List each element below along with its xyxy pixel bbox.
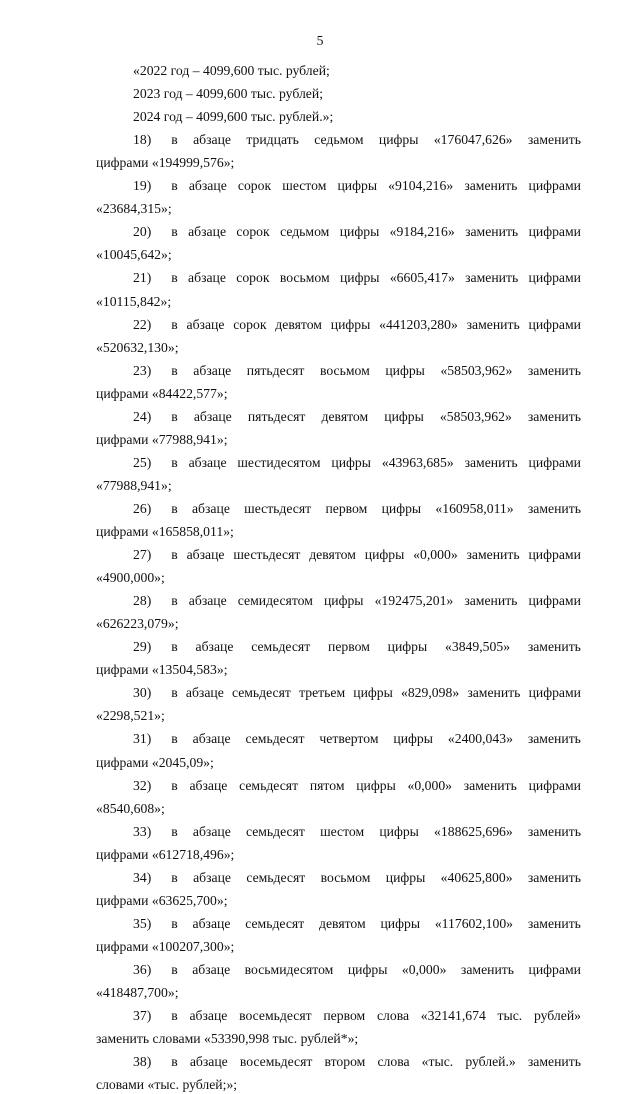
item-word: в (171, 454, 178, 470)
item-word: абзаце (188, 454, 227, 470)
item-word: в (171, 178, 178, 194)
list-item (96, 408, 581, 426)
list-item (96, 869, 581, 887)
item-word: третьем (299, 685, 346, 701)
item-word: шестидесятом (237, 454, 321, 470)
item-text (171, 961, 581, 979)
item-word: абзаце (189, 777, 228, 793)
item-word: цифры (385, 869, 426, 885)
item-word: цифры (385, 362, 425, 378)
list-item-continuation: «10115,842»; (96, 293, 172, 309)
item-word: восьмом (279, 270, 330, 286)
list-item-continuation: «8540,608»; (96, 800, 165, 816)
item-text (171, 131, 581, 149)
item-word: «160958,011» (435, 500, 514, 516)
item-word: заменить (460, 961, 515, 977)
item-word: «441203,280» (379, 316, 458, 332)
item-word: «0,000» (401, 961, 447, 977)
item-number: 25) (133, 454, 152, 470)
item-word: в (171, 316, 178, 332)
item-word: цифрами (528, 961, 581, 977)
item-number: 28) (133, 593, 152, 609)
item-text (171, 500, 581, 518)
item-word: цифрами (528, 224, 581, 240)
item-word: в (171, 685, 178, 701)
item-word: в (171, 731, 178, 747)
item-word: цифрами (528, 316, 581, 332)
list-item (96, 592, 581, 610)
item-word: в (171, 777, 178, 793)
item-word: заменить (527, 869, 581, 885)
item-word: «58503,962» (439, 408, 512, 424)
item-word: в (171, 270, 178, 286)
item-word: «0,000» (407, 777, 452, 793)
item-word: цифры (393, 731, 433, 747)
item-word: абзаце (193, 362, 232, 378)
item-word: цифры (378, 132, 419, 148)
item-word: седьмом (280, 224, 330, 240)
item-word: девятом (321, 408, 369, 424)
item-text (171, 316, 581, 334)
item-word: семьдесят (239, 777, 299, 793)
item-text (171, 1007, 581, 1025)
item-word: заменить (527, 362, 581, 378)
item-number: 30) (133, 685, 152, 701)
list-item (96, 730, 581, 748)
item-word: абзаце (186, 316, 225, 332)
item-word: семьдесят (245, 731, 305, 747)
item-word: девятом (275, 316, 322, 332)
item-word: восьмидесятом (244, 961, 334, 977)
item-word: абзаце (192, 961, 231, 977)
item-word: «829,098» (400, 685, 460, 701)
item-word: слова (377, 1054, 410, 1070)
item-word: в (171, 869, 178, 885)
item-text (171, 684, 581, 702)
item-word: пятьдесят (246, 362, 305, 378)
item-word: цифрами (528, 685, 581, 701)
list-item (96, 454, 581, 472)
item-word: заменить (464, 454, 518, 470)
item-word: заменить (527, 915, 581, 931)
item-word: первом (328, 639, 370, 655)
item-word: первом (325, 500, 368, 516)
item-word: абзаце (191, 500, 230, 516)
item-word: в (171, 408, 178, 424)
list-item-continuation: «4900,000»; (96, 570, 165, 586)
item-word: девятом (309, 547, 356, 563)
list-item-continuation: «626223,079»; (96, 616, 179, 632)
item-word: абзаце (193, 869, 231, 885)
item-word: восемьдесят (239, 1008, 312, 1024)
item-word: сорок (236, 224, 270, 240)
item-word: цифры (379, 823, 419, 839)
item-word: цифрами (528, 547, 581, 563)
item-word: семьдесят (245, 823, 305, 839)
item-word: «43963,685» (381, 454, 454, 470)
item-word: заменить (467, 685, 521, 701)
item-word: восьмом (320, 869, 371, 885)
item-word: «40625,800» (440, 869, 513, 885)
list-item (96, 1053, 581, 1071)
list-item (96, 500, 581, 518)
item-word: цифры (323, 593, 364, 609)
item-word: абзаце (188, 270, 226, 286)
list-item (96, 638, 581, 656)
item-word: цифры (353, 685, 393, 701)
item-word: семьдесят (246, 869, 306, 885)
item-word: заменить (527, 731, 581, 747)
item-number: 19) (133, 178, 152, 194)
list-item (96, 131, 581, 149)
item-word: «6605,417» (389, 270, 455, 286)
item-word: заменить (527, 823, 581, 839)
item-word: «3849,505» (445, 639, 511, 655)
item-word: абзаце (192, 823, 231, 839)
item-text (171, 223, 581, 241)
item-word: восемьдесят (239, 1054, 313, 1070)
item-word: цифрами (528, 454, 581, 470)
item-word: сорок (237, 178, 272, 194)
list-item-continuation: «520632,130»; (96, 339, 179, 355)
item-word: «192475,201» (374, 593, 454, 609)
item-text (171, 408, 581, 426)
item-word: цифры (337, 178, 378, 194)
item-text (171, 546, 581, 564)
item-word: в (171, 362, 178, 378)
item-number: 34) (133, 869, 152, 885)
list-item-continuation: «77988,941»; (96, 477, 172, 493)
item-number: 18) (133, 132, 152, 148)
item-word: абзаце (192, 915, 231, 931)
item-number: 23) (133, 362, 152, 378)
item-number: 38) (133, 1054, 152, 1070)
item-text (171, 869, 581, 887)
list-item (96, 177, 581, 195)
item-word: заменить (527, 132, 581, 148)
item-word: заменить (527, 500, 581, 516)
item-word: цифрами (528, 178, 581, 194)
item-word: тыс. (497, 1008, 523, 1024)
item-word: абзаце (185, 685, 224, 701)
item-number: 21) (133, 270, 152, 286)
item-text (171, 269, 581, 287)
item-word: «9104,216» (388, 178, 454, 194)
item-word: семьдесят (251, 639, 311, 655)
item-word: абзаце (186, 547, 225, 563)
item-word: заменить (464, 593, 518, 609)
item-word: девятом (319, 915, 366, 931)
item-word: абзаце (189, 1008, 228, 1024)
item-word: сорок (236, 270, 270, 286)
item-text (171, 915, 581, 933)
list-item-continuation: словами «тыс. рублей;»; (96, 1077, 238, 1093)
list-item-continuation: цифрами «612718,496»; (96, 846, 235, 862)
item-word: восьмом (319, 362, 370, 378)
item-word: заменить (466, 316, 520, 332)
item-word: в (171, 1054, 178, 1070)
item-word: рублей» (533, 1008, 581, 1024)
item-text (171, 362, 581, 380)
item-word: четвертом (319, 731, 379, 747)
item-number: 22) (133, 316, 152, 332)
item-word: цифрами (528, 777, 581, 793)
item-word: «176047,626» (433, 132, 513, 148)
item-word: цифры (384, 408, 424, 424)
item-word: семьдесят (245, 915, 305, 931)
list-item (96, 1007, 581, 1025)
list-item-continuation: заменить словами «53390,998 тыс. рублей*»; (96, 1031, 359, 1047)
item-number: 29) (133, 639, 152, 655)
item-word: шестьдесят (233, 547, 301, 563)
item-number: 26) (133, 500, 152, 516)
item-word: в (171, 823, 178, 839)
item-number: 35) (133, 915, 152, 931)
list-item (96, 223, 581, 241)
item-word: цифры (356, 777, 396, 793)
item-word: шестьдесят (244, 500, 312, 516)
item-word: сорок (233, 316, 267, 332)
item-text (171, 823, 581, 841)
item-word: в (171, 961, 178, 977)
list-item-continuation: цифрами «63625,700»; (96, 892, 228, 908)
item-word: втором (324, 1054, 366, 1070)
item-text (171, 592, 581, 610)
list-item-continuation: цифрами «84422,577»; (96, 385, 228, 401)
item-word: заменить (527, 408, 581, 424)
item-word: в (171, 593, 178, 609)
item-word: «тыс. (421, 1054, 454, 1070)
item-word: абзаце (193, 408, 232, 424)
item-word: цифры (339, 270, 380, 286)
item-text (171, 454, 581, 472)
item-word: цифры (380, 915, 421, 931)
item-word: «0,000» (413, 547, 458, 563)
item-word: «32141,674 (420, 1008, 486, 1024)
item-word: заменить (465, 224, 519, 240)
item-text (171, 777, 581, 795)
item-word: цифры (339, 224, 380, 240)
list-item (96, 823, 581, 841)
list-item-continuation: «418487,700»; (96, 985, 179, 1000)
item-number: 36) (133, 961, 152, 977)
item-word: первом (323, 1008, 366, 1024)
quote-line: 2024 год – 4099,600 тыс. рублей.»; (133, 109, 334, 125)
item-number: 31) (133, 731, 152, 747)
item-number: 32) (133, 777, 152, 793)
quote-line: 2023 год – 4099,600 тыс. рублей; (133, 86, 323, 102)
item-number: 27) (133, 547, 152, 563)
item-word: в (171, 132, 178, 148)
item-word: цифры (364, 547, 405, 563)
item-word: абзаце (188, 593, 227, 609)
item-word: шестом (320, 823, 365, 839)
item-word: заменить (465, 270, 519, 286)
quote-line: «2022 год – 4099,600 тыс. рублей; (133, 63, 330, 78)
item-word: абзаце (188, 224, 227, 240)
item-word: цифры (381, 500, 422, 516)
list-item (96, 316, 581, 334)
list-item-continuation: цифрами «165858,011»; (96, 524, 234, 539)
list-item-continuation: цифрами «77988,941»; (96, 431, 228, 447)
item-text (171, 638, 581, 656)
item-word: «58503,962» (440, 362, 513, 378)
item-text (171, 1053, 581, 1071)
page-number: 5 (316, 33, 324, 48)
item-word: абзаце (193, 132, 231, 148)
list-item (96, 269, 581, 287)
item-word: заменить (464, 178, 518, 194)
item-word: пятом (309, 777, 345, 793)
item-word: в (171, 639, 178, 655)
item-word: рублей.» (465, 1054, 516, 1070)
item-word: семьдесят (231, 685, 291, 701)
list-item-continuation: цифрами «13504,583»; (96, 662, 228, 678)
item-word: «117602,100» (434, 915, 514, 931)
list-item-continuation: цифрами «100207,300»; (96, 938, 235, 954)
item-word: «9184,216» (389, 224, 455, 240)
item-word: в (171, 224, 178, 240)
item-word: заменить (463, 777, 517, 793)
item-number: 20) (133, 224, 152, 240)
item-word: заменить (466, 547, 520, 563)
item-text (171, 730, 581, 748)
item-word: цифрами (528, 593, 581, 609)
list-item (96, 362, 581, 380)
item-number: 24) (133, 408, 152, 424)
item-word: абзаце (195, 639, 234, 655)
list-item (96, 684, 581, 702)
item-word: шестом (282, 178, 327, 194)
item-word: абзаце (188, 178, 227, 194)
list-item-continuation: цифрами «194999,576»; (96, 155, 235, 171)
item-word: в (171, 915, 178, 931)
item-word: слова (376, 1008, 410, 1024)
list-item-continuation: «10045,642»; (96, 247, 172, 263)
item-text (171, 177, 581, 195)
list-item-continuation: «2298,521»; (96, 708, 165, 724)
list-item (96, 777, 581, 795)
item-word: заменить (527, 639, 581, 655)
item-word: цифры (387, 639, 428, 655)
item-word: цифры (347, 961, 388, 977)
item-word: цифры (331, 454, 371, 470)
list-item-continuation: «23684,315»; (96, 201, 172, 217)
item-word: «2400,043» (447, 731, 513, 747)
item-word: в (171, 547, 178, 563)
item-number: 33) (133, 823, 152, 839)
item-word: цифрами (528, 270, 581, 286)
item-number: 37) (133, 1008, 152, 1024)
item-word: в (171, 1008, 178, 1024)
item-word: «188625,696» (434, 823, 513, 839)
list-item (96, 961, 581, 979)
item-word: абзаце (192, 731, 231, 747)
list-item (96, 546, 581, 564)
item-word: в (171, 500, 178, 516)
item-word: семидесятом (237, 593, 313, 609)
list-item (96, 915, 581, 933)
item-word: седьмом (314, 132, 364, 148)
item-word: пятьдесят (247, 408, 306, 424)
list-item-continuation: цифрами «2045,09»; (96, 754, 214, 770)
item-word: тридцать (246, 132, 299, 148)
item-word: цифры (330, 316, 371, 332)
item-word: заменить (527, 1054, 581, 1070)
item-word: абзаце (189, 1054, 228, 1070)
